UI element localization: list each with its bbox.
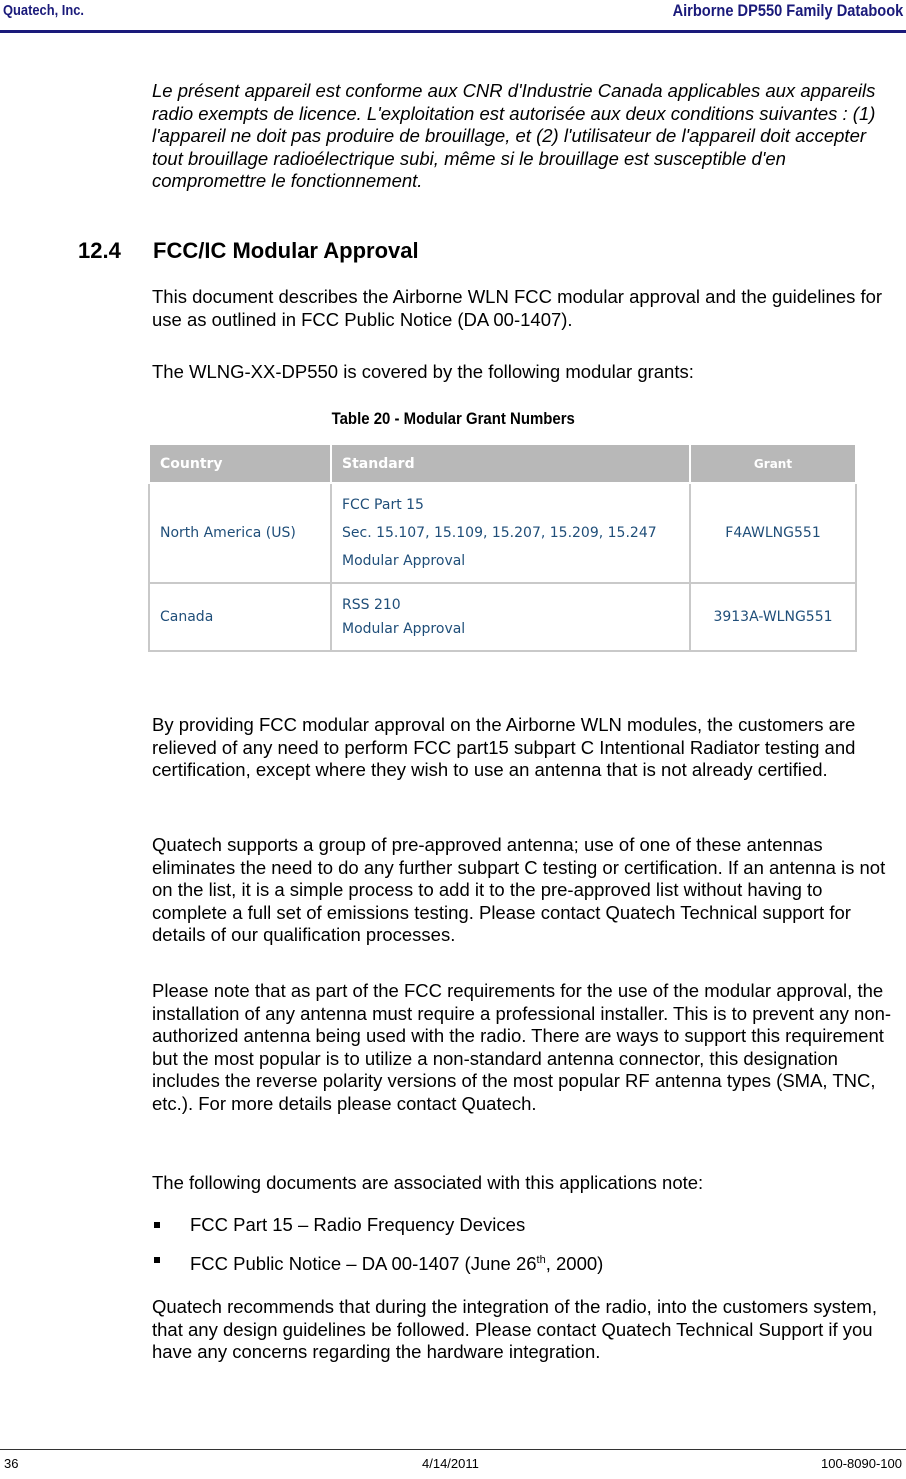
page-footer [0, 1449, 906, 1471]
body-paragraph-block-3 [152, 980, 902, 1115]
cell-grant: 3913A-WLNG551 [690, 583, 856, 651]
cell-country: Canada [149, 583, 331, 651]
footer-doc-number: 100-8090-100 [821, 1456, 902, 1471]
square-bullet-icon [154, 1257, 160, 1263]
document-list [152, 1214, 902, 1287]
table-caption: Table 20 - Modular Grant Numbers [331, 409, 575, 428]
standard-line: Sec. 15.107, 15.109, 15.207, 15.209, 15.247 [342, 525, 657, 541]
header-standard: Standard [331, 444, 690, 483]
section-title: FCC/IC Modular Approval [153, 238, 419, 263]
intro-paragraph-2: The WLNG-XX-DP550 is covered by the following modular grants: [152, 361, 694, 382]
table-row [149, 483, 856, 583]
cell-country: North America (US) [149, 483, 331, 583]
body-paragraph-3: Please note that as part of the FCC requirements for the use of the modular approval, the installation of any antenna must require a professional installer. This is to prevent any non-authorized antenna being used with the radio. There are ways to support this requirement but the most popular is to utilize a non-standard antenna connector, this designation includes the reverse polarity versions of the most popular RF antenna types (SMA, TNC, etc.). For more details please contact Quatech. [152, 980, 892, 1114]
cell-standard [331, 583, 690, 651]
body-paragraph-1: By providing FCC modular approval on the Airborne WLN modules, the customers are relieved of any need to perform FCC part15 subpart C Intentional Radiator testing and certification, except where they wish to use an antenna that is not already certified. [152, 714, 856, 780]
table-row [149, 583, 856, 651]
list-item: FCC Public Notice – DA 00-1407 (June 26th, 2000) [152, 1249, 902, 1276]
cell-standard [331, 483, 690, 583]
table-header-row [149, 444, 856, 483]
standard-line: RSS 210 [342, 597, 401, 613]
body-paragraph-4: The following documents are associated with this applications note: [152, 1172, 704, 1193]
body-paragraph-block-2 [152, 834, 902, 947]
page-number: 36 [4, 1456, 19, 1471]
company-name: Quatech, Inc. [3, 2, 85, 19]
header-country: Country [149, 444, 331, 483]
section-number: 12.4 [78, 238, 121, 263]
square-bullet-icon [154, 1222, 160, 1228]
intro-block-2 [152, 361, 902, 384]
standard-line: Modular Approval [342, 553, 466, 569]
bullet-list [152, 1214, 902, 1275]
intro-paragraph-1: This document describes the Airborne WLN FCC modular approval and the guidelines for use as outlined in FCC Public Notice (DA 00-1407). [152, 286, 883, 330]
intro-block [152, 286, 902, 331]
body-paragraph-block-1 [152, 714, 902, 782]
document-title: Airborne DP550 Family Databook [672, 1, 903, 20]
body-paragraph-2: Quatech supports a group of pre-approved antenna; use of one of these antennas eliminates the need to do any further subpart C testing or certification. If an antenna is not on the list, it is a simple process to add it to the pre-approved list without having to complete a full set of emissions testing. Please contact Quatech Technical support for details of our qualification processes. [152, 834, 886, 945]
standard-line: FCC Part 15 [342, 497, 424, 513]
list-item: FCC Part 15 – Radio Frequency Devices [152, 1214, 902, 1237]
standard-line: Modular Approval [342, 621, 466, 637]
footer-date: 4/14/2011 [422, 1456, 479, 1471]
cell-grant: F4AWLNG551 [690, 483, 856, 583]
body-paragraph-block-4 [152, 1172, 902, 1195]
closing-paragraph: Quatech recommends that during the integration of the radio, into the customers system, that any design guidelines be followed. Please contact Quatech Technical Support if you have any concerns regarding the hardware integration. [152, 1296, 877, 1362]
french-notice: Le présent appareil est conforme aux CNR d'Industrie Canada applicables aux appareils radio exempts de licence. L'exploitation est autorisée aux deux conditions suivantes : (1) l'appareil ne doit pas produire de brouillage, et (2) l'utilisateur de l'appareil doit accepter tout brouillage radioélectrique subi, même si le brouillage est susceptible d'en compromettre le fonctionnement. [152, 80, 876, 191]
page-header [0, 0, 906, 33]
modular-grants-table [148, 443, 857, 652]
closing-block [152, 1296, 902, 1364]
section-heading [78, 238, 419, 264]
header-grant: Grant [690, 444, 856, 483]
french-notice-block [152, 80, 902, 193]
